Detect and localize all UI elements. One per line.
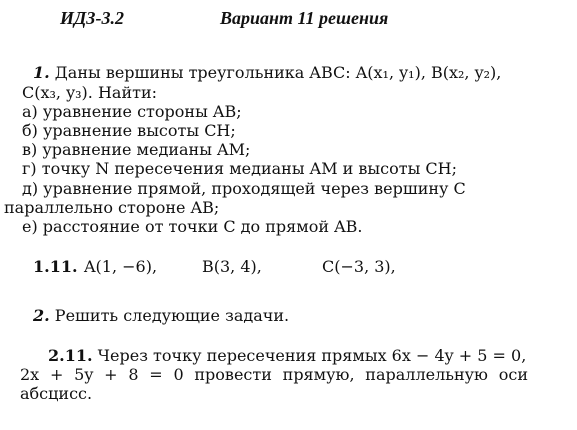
variant-label: Вариант 11 решения xyxy=(220,8,389,28)
task1-item-g: г) точку N пересечения медианы AM и высоты CH; xyxy=(22,159,458,178)
task1-number: 1. xyxy=(33,63,50,82)
point-a: A(1, −6), xyxy=(84,257,158,276)
task1-item-d-cont: параллельно стороне AB; xyxy=(4,198,220,217)
task1-item-a: а) уравнение стороны AB; xyxy=(22,102,242,121)
task2-11-text1: Через точку пересечения прямых 6x − 4y + 5 = 0, xyxy=(97,346,527,365)
task1-item-e: е) расстояние от точки C до прямой AB. xyxy=(22,217,363,236)
task2-11-line1 xyxy=(48,347,526,365)
task2-11-line3: абсцисс. xyxy=(20,384,93,403)
task2-line xyxy=(33,307,289,325)
task1-item-d: д) уравнение прямой, проходящей через вершину C xyxy=(22,179,466,198)
task2-11-line2: 2x + 5y + 8 = 0 провести прямую, параллельную оси xyxy=(20,365,528,384)
task2-11-number: 2.11. xyxy=(48,346,93,365)
task2-text: Решить следующие задачи. xyxy=(54,306,290,325)
point-b: B(3, 4), xyxy=(202,257,262,276)
point-c: C(−3, 3), xyxy=(322,257,396,276)
task1-11-number: 1.11. xyxy=(33,257,78,276)
task1-item-v: в) уравнение медианы AM; xyxy=(22,140,251,159)
task1-item-b: б) уравнение высоты CH; xyxy=(22,121,236,140)
doc-title: ИДЗ-3.2 xyxy=(60,8,124,28)
task2-number: 2. xyxy=(33,306,50,325)
task1-statement: Даны вершины треугольника ABC: A(x₁, y₁), B(x₂, y₂), xyxy=(54,63,502,82)
task1-line2: C(x₃, y₃). Найти: xyxy=(22,83,158,102)
task1-line1 xyxy=(33,64,501,82)
